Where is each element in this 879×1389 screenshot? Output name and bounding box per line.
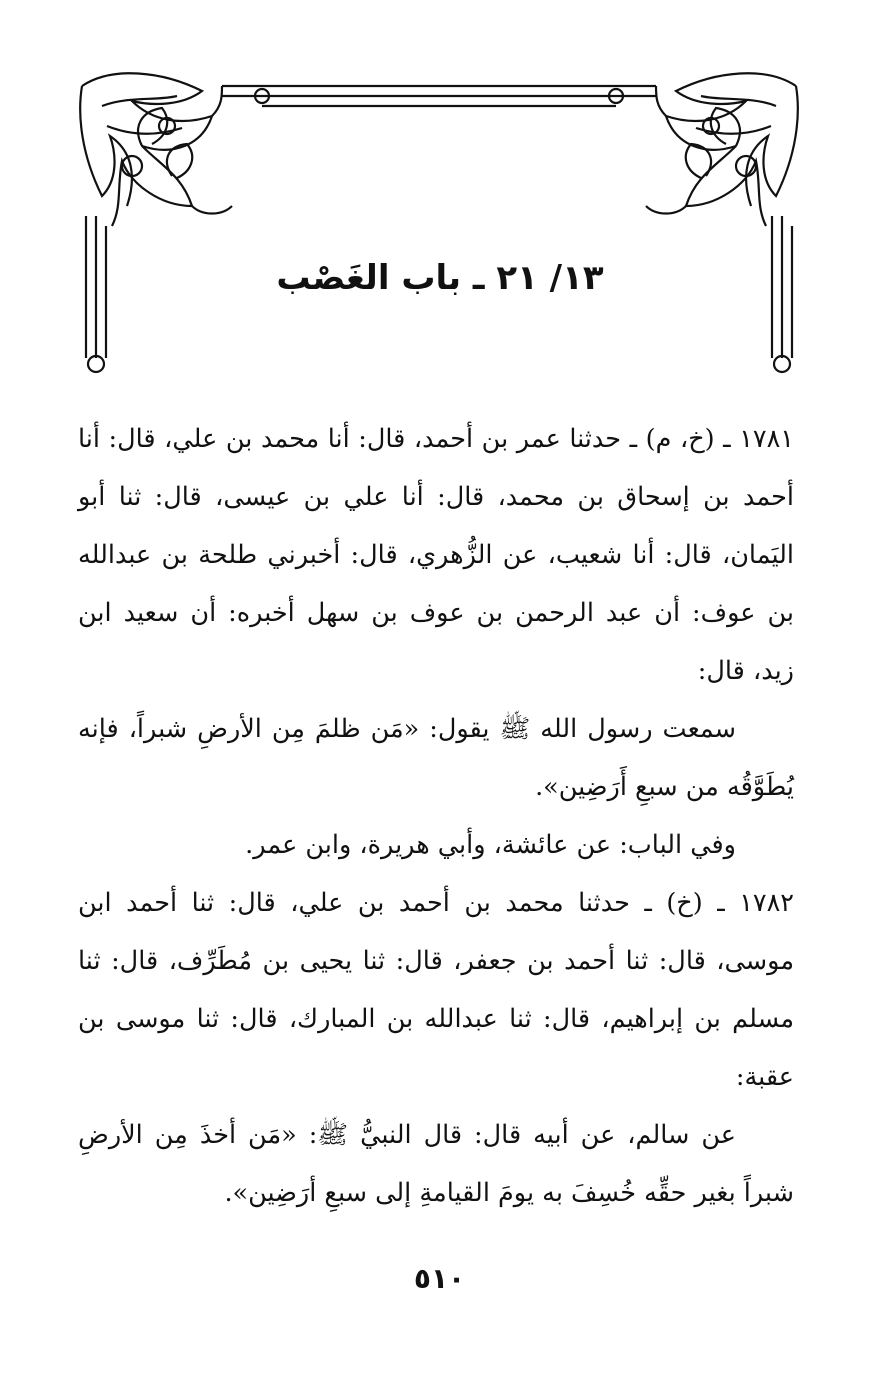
body-text — [78, 410, 794, 1222]
ornamental-frame — [72, 66, 806, 386]
hadith-isnad-1782: ١٧٨٢ ـ (خ) ـ حدثنا محمد بن أحمد بن علي، قال: ثنا أحمد ابن موسى، قال: ثنا أحمد بن جعفر، قال: ثنا يحيى بن مُطَرِّف، قال: ثنا مسلم بن إبراهيم، قال: ثنا عبدالله بن المبارك، قال: ثنا موسى بن عقبة: — [78, 888, 794, 1092]
hadith-matn-1782: عن سالم، عن أبيه قال: قال النبيُّ ﷺ: «مَن أخذَ مِن الأرضِ شبراً بغير حقِّه خُسِفَ به يومَ القيامةِ إلى سبعِ أرَضِين». — [78, 1120, 794, 1208]
hadith-isnad-1781: ١٧٨١ ـ (خ، م) ـ حدثنا عمر بن أحمد، قال: أنا محمد بن علي، قال: أنا أحمد بن إسحاق بن محمد، قال: أنا علي بن عيسى، قال: ثنا أبو اليَمان، قال: أنا شعيب، عن الزُّهري، قال: أخبرني طلحة بن عبدالله بن عوف: أن عبد الرحمن بن عوف بن سهل أخبره: أن سعيد ابن زيد، قال: — [78, 424, 794, 686]
chapter-note: وفي الباب: عن عائشة، وأبي هريرة، وابن عمر. — [245, 830, 736, 860]
page-number: ٥١٠ — [413, 1262, 466, 1295]
hadith-matn-1781: سمعت رسول الله ﷺ يقول: «مَن ظلمَ مِن الأرضِ شبراً، فإنه يُطَوَّقُه من سبعِ أَرَضِين». — [78, 714, 794, 802]
chapter-title: ١٣/ ٢١ ـ باب الغَصْب — [276, 258, 604, 298]
